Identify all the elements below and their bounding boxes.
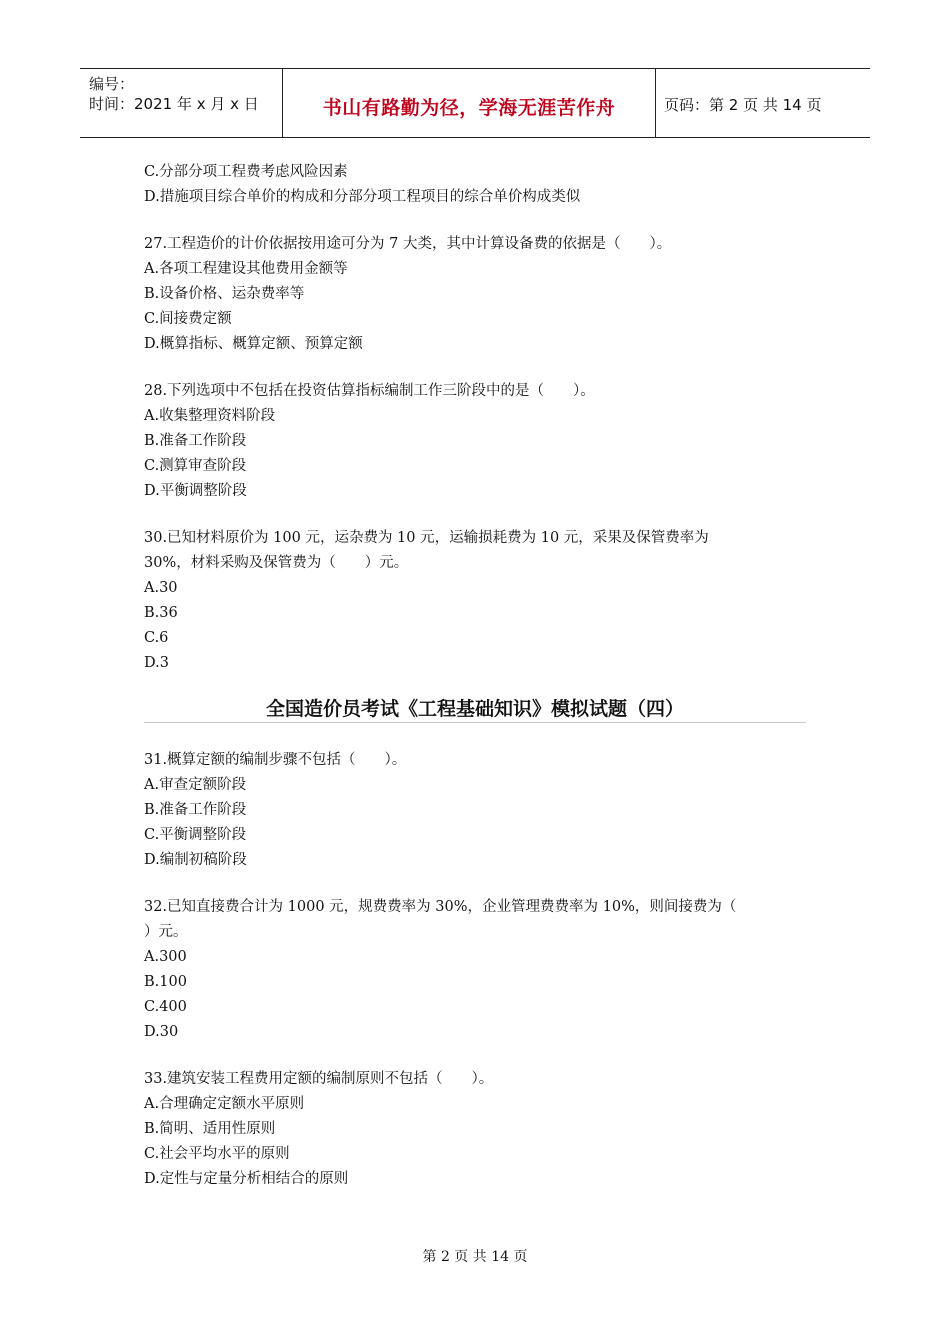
document-header [80, 68, 870, 138]
q32-option-b: B.100 [144, 974, 187, 990]
q31-option-d: D.编制初稿阶段 [144, 852, 247, 868]
q26-option-c: C.分部分项工程费考虑风险因素 [144, 164, 348, 180]
section-divider [144, 722, 806, 723]
q30-option-a: A.30 [144, 580, 178, 596]
questions-part-1 [144, 160, 804, 676]
q28-option-c: C.测算审查阶段 [144, 458, 247, 474]
q32-option-d: D.30 [144, 1024, 179, 1040]
q27-option-d: D.概算指标、概算定额、预算定额 [144, 336, 363, 352]
q30-stem-line-2: 30%，材料采购及保管费为（ ）元。 [144, 555, 409, 571]
q31-option-b: B.准备工作阶段 [144, 802, 247, 818]
q30-stem-line-1: 30.已知材料原价为 100 元，运杂费为 10 元，运输损耗费为 10 元，采果及保管费率为 [144, 530, 709, 546]
section-title: 全国造价员考试《工程基础知识》模拟试题（四） [265, 698, 684, 720]
q32-option-a: A.300 [144, 949, 187, 965]
q28-option-a: A.收集整理资料阶段 [144, 408, 276, 424]
q27-option-c: C.间接费定额 [144, 311, 232, 327]
q28-stem: 28.下列选项中不包括在投资估算指标编制工作三阶段中的是（ ）。 [144, 383, 595, 399]
q27-option-a: A.各项工程建设其他费用金额等 [144, 261, 348, 277]
q33-option-d: D.定性与定量分析相结合的原则 [144, 1171, 349, 1187]
q32-stem-line-2: ）元。 [144, 924, 188, 940]
header-motto: 书山有路勤为径，学海无涯苦作舟 [322, 97, 616, 119]
q30-option-d: D.3 [144, 655, 169, 671]
q26-option-d: D.措施项目综合单价的构成和分部分项工程项目的综合单价构成类似 [144, 189, 581, 205]
q28-option-d: D.平衡调整阶段 [144, 483, 247, 499]
q33-stem: 33.建筑安装工程费用定额的编制原则不包括（ ）。 [144, 1071, 494, 1087]
q33-option-a: A.合理确定定额水平原则 [144, 1096, 305, 1112]
q33-option-b: B.简明、适用性原则 [144, 1121, 276, 1137]
q30-option-b: B.36 [144, 605, 178, 621]
page-footer: 第 2 页 共 14 页 [422, 1249, 528, 1265]
header-date: 时间：2021 年 x 月 x 日 [89, 95, 259, 113]
q31-stem: 31.概算定额的编制步骤不包括（ ）。 [144, 752, 407, 768]
q32-stem-line-1: 32.已知直接费合计为 1000 元，规费费率为 30%，企业管理费费率为 10%，则间接费为（ [144, 899, 737, 915]
header-code-label: 编号： [89, 75, 135, 93]
q30-option-c: C.6 [144, 630, 169, 646]
q32-option-c: C.400 [144, 999, 187, 1015]
q27-option-b: B.设备价格、运杂费率等 [144, 286, 305, 302]
header-motto-cell [282, 69, 656, 137]
q28-option-b: B.准备工作阶段 [144, 433, 247, 449]
q31-option-c: C.平衡调整阶段 [144, 827, 247, 843]
q31-option-a: A.审查定额阶段 [144, 777, 247, 793]
questions-part-2 [144, 748, 804, 1192]
header-page-cell [655, 69, 870, 137]
q33-option-c: C.社会平均水平的原则 [144, 1146, 290, 1162]
header-meta-cell [80, 69, 282, 137]
header-page-info: 页码：第 2 页 共 14 页 [664, 96, 822, 114]
q27-stem: 27.工程造价的计价依据按用途可分为 7 大类，其中计算设备费的依据是（ ）。 [144, 236, 672, 252]
